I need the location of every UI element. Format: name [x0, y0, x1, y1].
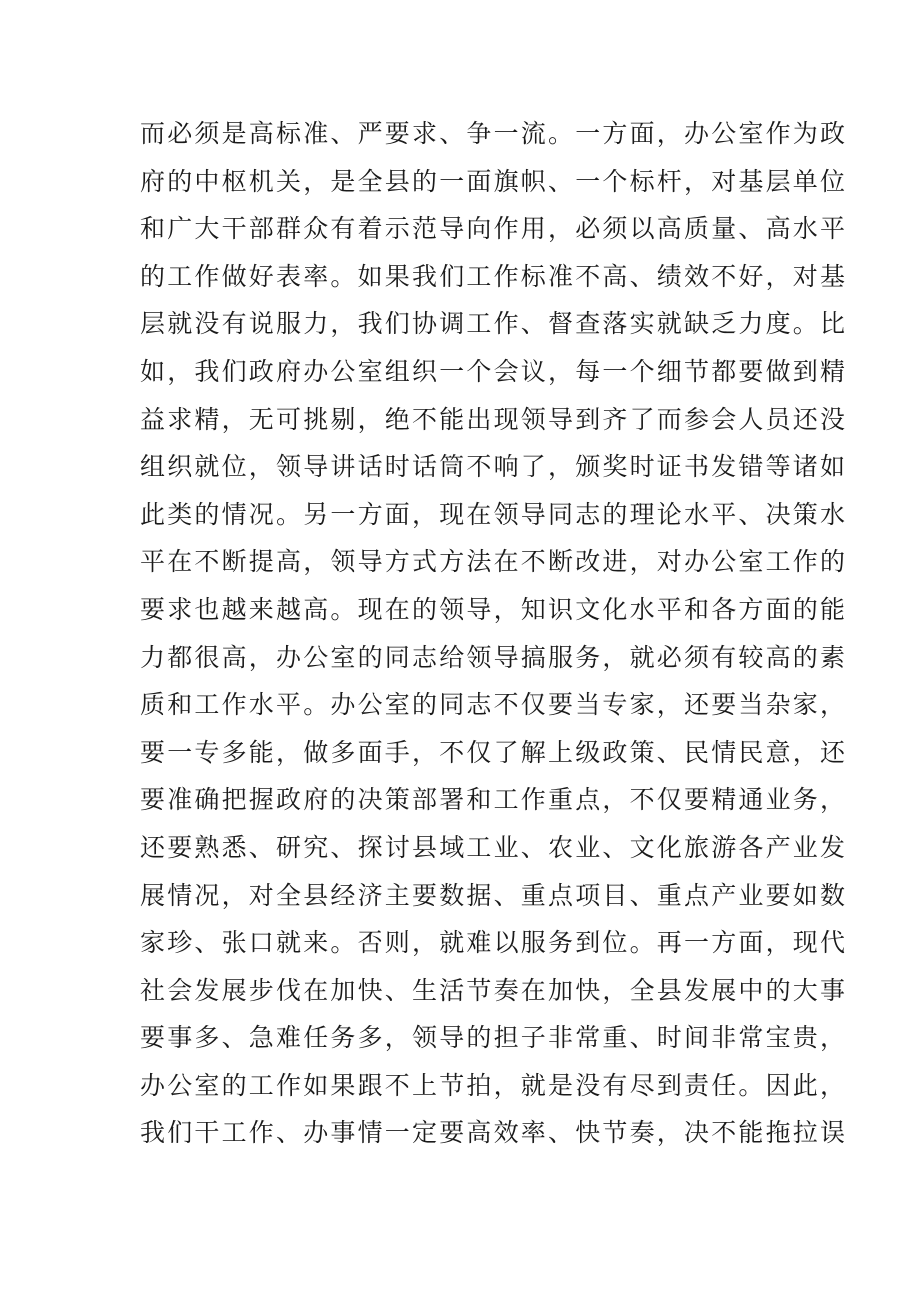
text-line: 要一专多能，做多面手，不仅了解上级政策、民情民意，还 [140, 737, 848, 767]
text-line: 如，我们政府办公室组织一个会议，每一个细节都要做到精 [140, 356, 848, 386]
text-line: 力都很高，办公室的同志给领导搞服务，就必须有较高的素 [140, 642, 848, 672]
text-line: 要求也越来越高。现在的领导，知识文化水平和各方面的能 [140, 594, 848, 624]
text-line: 要准确把握政府的决策部署和工作重点，不仅要精通业务， [140, 785, 848, 815]
text-line: 办公室的工作如果跟不上节拍，就是没有尽到责任。因此， [140, 1070, 848, 1100]
text-line: 展情况，对全县经济主要数据、重点项目、重点产业要如数 [140, 880, 848, 910]
text-line: 益求精，无可挑剔，绝不能出现领导到齐了而参会人员还没 [140, 404, 848, 434]
text-line: 府的中枢机关，是全县的一面旗帜、一个标杆，对基层单位 [140, 166, 848, 196]
text-line: 和广大干部群众有着示范导向作用，必须以高质量、高水平 [140, 214, 848, 244]
text-line: 此类的情况。另一方面，现在领导同志的理论水平、决策水 [140, 499, 848, 529]
text-line: 的工作做好表率。如果我们工作标准不高、绩效不好，对基 [140, 261, 848, 291]
text-line: 平在不断提高，领导方式方法在不断改进，对办公室工作的 [140, 547, 848, 577]
text-line: 要事多、急难任务多，领导的担子非常重、时间非常宝贵， [140, 1023, 848, 1053]
body-paragraph [140, 110, 848, 1157]
text-line: 家珍、张口就来。否则，就难以服务到位。再一方面，现代 [140, 928, 848, 958]
text-line: 而必须是高标准、严要求、争一流。一方面，办公室作为政 [140, 119, 848, 148]
text-line: 社会发展步伐在加快、生活节奏在加快，全县发展中的大事 [140, 975, 848, 1005]
text-line: 层就没有说服力，我们协调工作、督查落实就缺乏力度。比 [140, 309, 848, 339]
text-line: 组织就位，领导讲话时话筒不响了，颁奖时证书发错等诸如 [140, 452, 848, 482]
text-line: 还要熟悉、研究、探讨县域工业、农业、文化旅游各产业发 [140, 832, 848, 862]
text-line: 质和工作水平。办公室的同志不仅要当专家，还要当杂家， [140, 690, 848, 720]
text-line: 我们干工作、办事情一定要高效率、快节奏，决不能拖拉误 [140, 1118, 848, 1148]
